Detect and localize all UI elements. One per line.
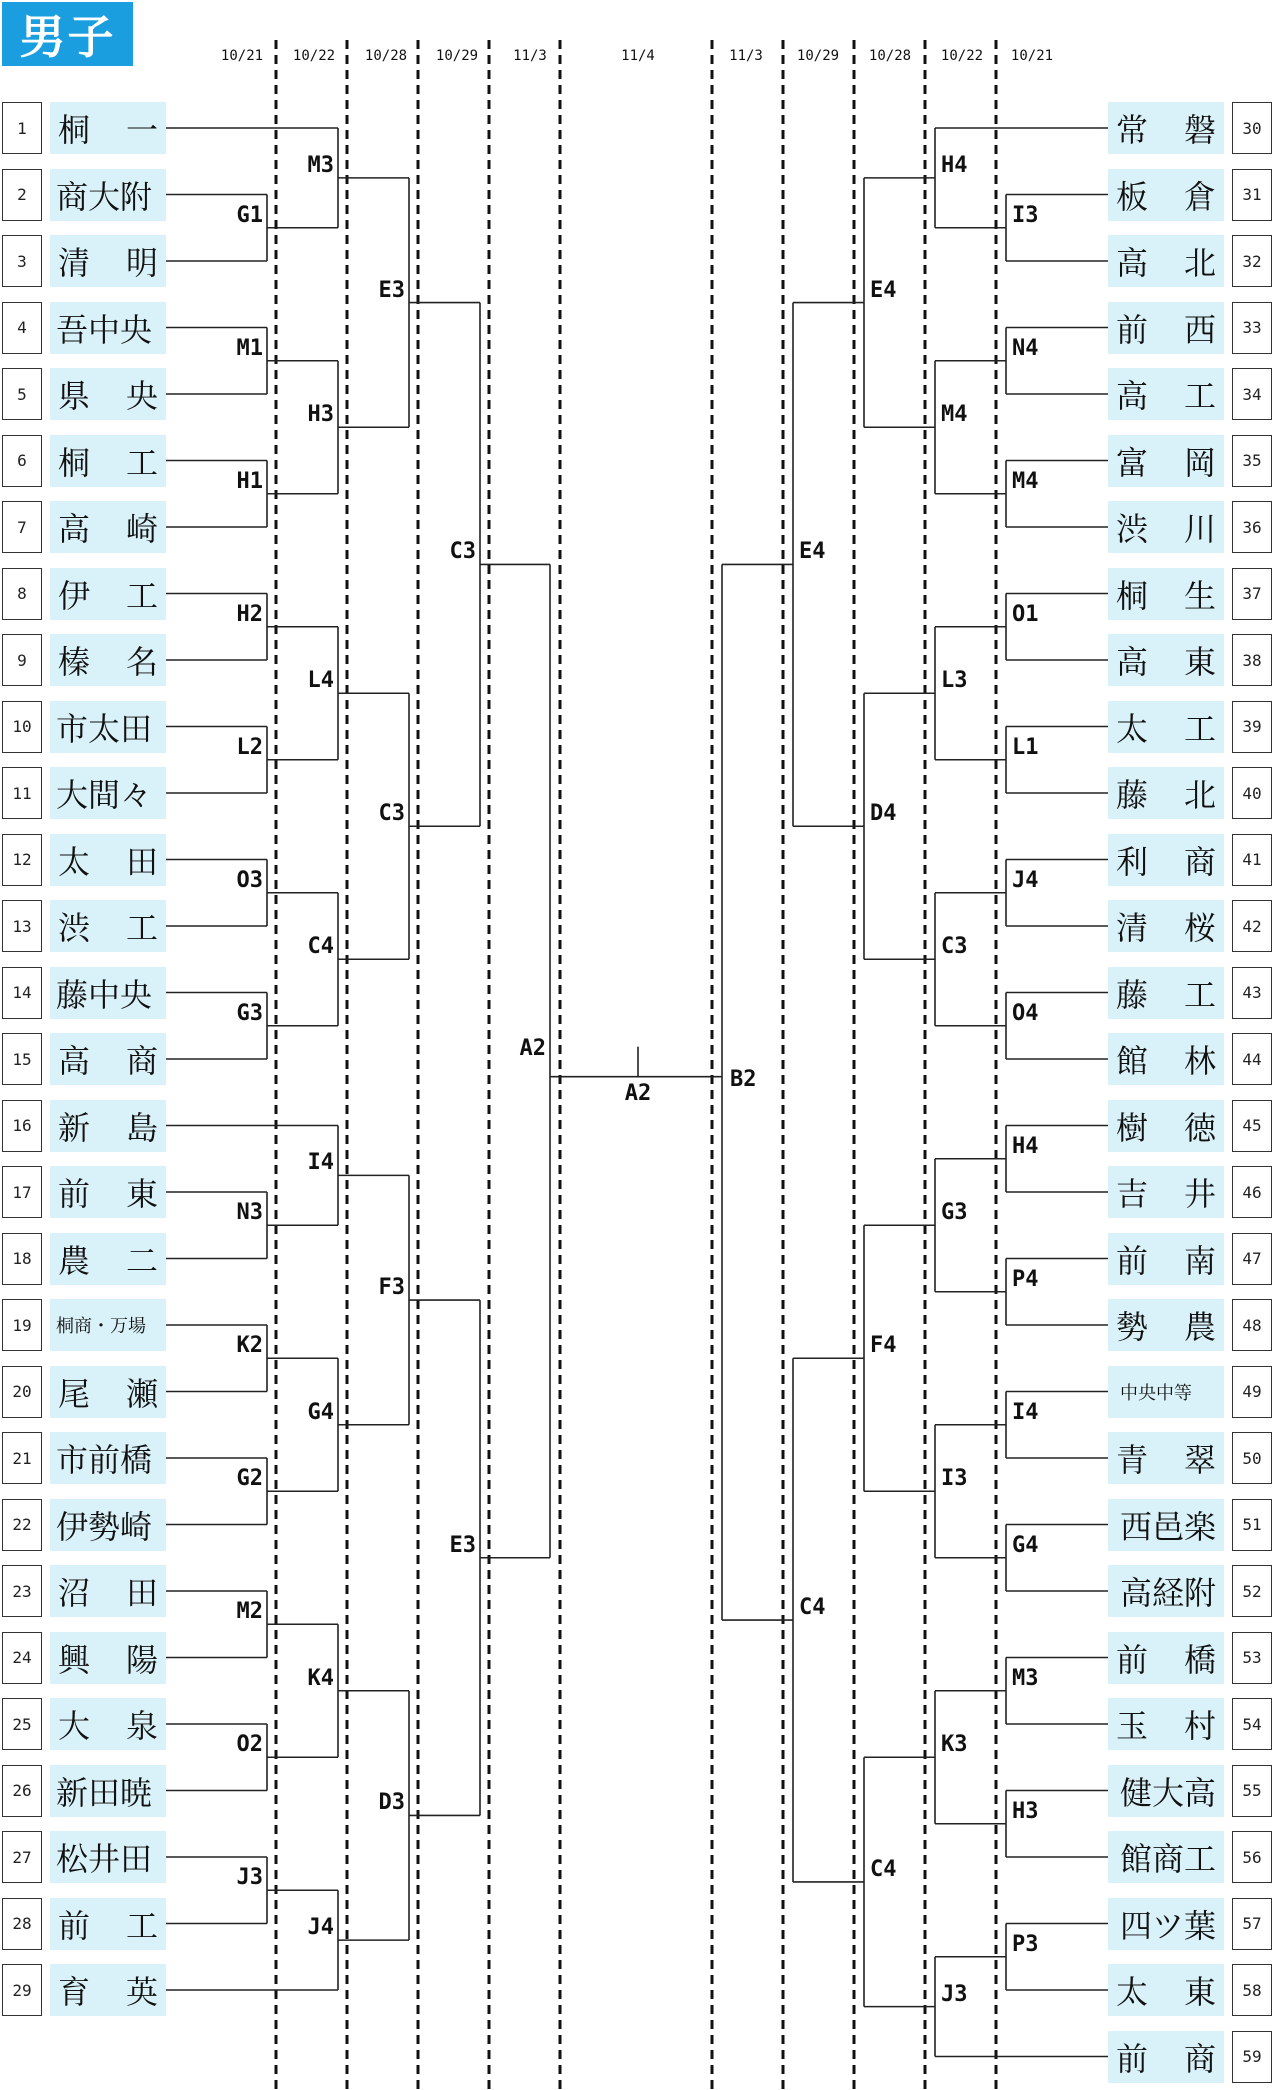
team-name: 館商工 bbox=[1108, 1831, 1224, 1883]
match-label: L4 bbox=[307, 668, 334, 694]
match-label: M4 bbox=[941, 402, 968, 428]
team-name: 勢 農 bbox=[1108, 1299, 1224, 1351]
team-name: 清 桜 bbox=[1108, 900, 1224, 952]
team-name: 吉 井 bbox=[1108, 1166, 1224, 1218]
round-date: 10/28 bbox=[364, 48, 408, 64]
match-label: I4 bbox=[307, 1150, 334, 1176]
team-name: 玉 村 bbox=[1108, 1698, 1224, 1750]
team-name: 西邑楽 bbox=[1108, 1499, 1224, 1551]
match-label: G3 bbox=[941, 1200, 968, 1226]
seed-number: 36 bbox=[1232, 501, 1272, 553]
seed-number: 1 bbox=[2, 102, 42, 154]
match-label: L2 bbox=[236, 734, 263, 760]
team-name: 大 泉 bbox=[50, 1698, 166, 1750]
round-date: 11/3 bbox=[513, 48, 547, 64]
team-name: 榛 名 bbox=[50, 634, 166, 686]
team-name: 太 工 bbox=[1108, 701, 1224, 753]
match-label: J3 bbox=[236, 1865, 263, 1891]
seed-number: 8 bbox=[2, 568, 42, 620]
team-name: 藤 北 bbox=[1108, 767, 1224, 819]
team-name: 利 商 bbox=[1108, 834, 1224, 886]
seed-number: 24 bbox=[2, 1632, 42, 1684]
seed-number: 2 bbox=[2, 169, 42, 221]
seed-number: 42 bbox=[1232, 900, 1272, 952]
seed-number: 15 bbox=[2, 1033, 42, 1085]
match-label: G4 bbox=[1012, 1532, 1039, 1558]
match-label: C4 bbox=[870, 1856, 897, 1882]
match-label: J4 bbox=[1012, 867, 1039, 893]
seed-number: 12 bbox=[2, 834, 42, 886]
team-name: 伊勢崎 bbox=[50, 1499, 166, 1551]
seed-number: 56 bbox=[1232, 1831, 1272, 1883]
seed-number: 38 bbox=[1232, 634, 1272, 686]
seed-number: 23 bbox=[2, 1565, 42, 1617]
match-label: I3 bbox=[941, 1466, 968, 1492]
seed-number: 58 bbox=[1232, 1964, 1272, 2016]
team-name: 樹 徳 bbox=[1108, 1100, 1224, 1152]
match-label: F4 bbox=[870, 1333, 897, 1359]
team-name: 大間々 bbox=[50, 767, 166, 819]
match-label: D3 bbox=[378, 1790, 405, 1816]
seed-number: 14 bbox=[2, 967, 42, 1019]
team-name: 健大高 bbox=[1108, 1765, 1224, 1817]
match-label: M3 bbox=[1012, 1665, 1039, 1691]
match-label: M2 bbox=[236, 1599, 263, 1625]
seed-number: 32 bbox=[1232, 235, 1272, 287]
seed-number: 48 bbox=[1232, 1299, 1272, 1351]
match-label: A2 bbox=[519, 1036, 546, 1062]
seed-number: 17 bbox=[2, 1166, 42, 1218]
match-label: I3 bbox=[1012, 202, 1039, 228]
match-label: E4 bbox=[870, 277, 897, 303]
seed-number: 54 bbox=[1232, 1698, 1272, 1750]
match-label: M3 bbox=[307, 152, 334, 178]
final-label: A2 bbox=[624, 1080, 652, 1106]
round-date: 10/21 bbox=[1010, 48, 1054, 64]
team-name: 前 商 bbox=[1108, 2031, 1224, 2083]
team-name: 高 崎 bbox=[50, 501, 166, 553]
seed-number: 16 bbox=[2, 1100, 42, 1152]
match-label: H3 bbox=[1012, 1798, 1039, 1824]
match-label: D4 bbox=[870, 801, 897, 827]
match-label: O2 bbox=[236, 1732, 263, 1758]
team-name: 高 商 bbox=[50, 1033, 166, 1085]
match-label: H2 bbox=[236, 601, 263, 627]
match-label: C3 bbox=[941, 934, 968, 960]
match-label: M1 bbox=[236, 335, 263, 361]
seed-number: 27 bbox=[2, 1831, 42, 1883]
match-label: N3 bbox=[236, 1200, 263, 1226]
seed-number: 57 bbox=[1232, 1898, 1272, 1950]
match-label: B2 bbox=[730, 1067, 757, 1093]
seed-number: 20 bbox=[2, 1366, 42, 1418]
team-name: 前 東 bbox=[50, 1166, 166, 1218]
team-name: 藤中央 bbox=[50, 967, 166, 1019]
team-name: 前 工 bbox=[50, 1898, 166, 1950]
section-tag: 男子 bbox=[2, 2, 133, 66]
seed-number: 50 bbox=[1232, 1432, 1272, 1484]
seed-number: 4 bbox=[2, 302, 42, 354]
match-label: O1 bbox=[1012, 601, 1039, 627]
match-label: G1 bbox=[236, 202, 263, 228]
match-label: H1 bbox=[236, 468, 263, 494]
match-label: E3 bbox=[378, 277, 405, 303]
team-name: 農 二 bbox=[50, 1233, 166, 1285]
match-label: G3 bbox=[236, 1000, 263, 1026]
match-label: I4 bbox=[1012, 1399, 1039, 1425]
team-name: 館 林 bbox=[1108, 1033, 1224, 1085]
seed-number: 34 bbox=[1232, 368, 1272, 420]
seed-number: 37 bbox=[1232, 568, 1272, 620]
seed-number: 49 bbox=[1232, 1366, 1272, 1418]
team-name: 高 北 bbox=[1108, 235, 1224, 287]
team-name: 藤 工 bbox=[1108, 967, 1224, 1019]
seed-number: 25 bbox=[2, 1698, 42, 1750]
seed-number: 35 bbox=[1232, 435, 1272, 487]
seed-number: 21 bbox=[2, 1432, 42, 1484]
team-name: 市太田 bbox=[50, 701, 166, 753]
team-name: 桐 生 bbox=[1108, 568, 1224, 620]
team-name: 松井田 bbox=[50, 1831, 166, 1883]
round-date: 11/4 bbox=[621, 48, 655, 64]
team-name: 中央中等 bbox=[1108, 1366, 1224, 1418]
seed-number: 31 bbox=[1232, 169, 1272, 221]
round-date: 10/21 bbox=[220, 48, 264, 64]
round-date: 10/29 bbox=[435, 48, 479, 64]
team-name: 尾 瀬 bbox=[50, 1366, 166, 1418]
seed-number: 41 bbox=[1232, 834, 1272, 886]
match-label: J3 bbox=[941, 1981, 968, 2007]
team-name: 興 陽 bbox=[50, 1632, 166, 1684]
match-label: G4 bbox=[307, 1399, 334, 1425]
seed-number: 51 bbox=[1232, 1499, 1272, 1551]
seed-number: 43 bbox=[1232, 967, 1272, 1019]
seed-number: 55 bbox=[1232, 1765, 1272, 1817]
team-name: 板 倉 bbox=[1108, 169, 1224, 221]
match-label: L1 bbox=[1012, 734, 1039, 760]
match-label: O3 bbox=[236, 867, 263, 893]
seed-number: 13 bbox=[2, 900, 42, 952]
team-name: 高経附 bbox=[1108, 1565, 1224, 1617]
match-label: M4 bbox=[1012, 468, 1039, 494]
match-label: H4 bbox=[1012, 1133, 1039, 1159]
team-name: 育 英 bbox=[50, 1964, 166, 2016]
match-label: E3 bbox=[449, 1532, 476, 1558]
seed-number: 44 bbox=[1232, 1033, 1272, 1085]
team-name: 新 島 bbox=[50, 1100, 166, 1152]
seed-number: 53 bbox=[1232, 1632, 1272, 1684]
team-name: 青 翠 bbox=[1108, 1432, 1224, 1484]
match-label: K2 bbox=[236, 1333, 263, 1359]
match-label: N4 bbox=[1012, 335, 1039, 361]
team-name: 県 央 bbox=[50, 368, 166, 420]
match-label: H4 bbox=[941, 152, 968, 178]
seed-number: 18 bbox=[2, 1233, 42, 1285]
team-name: 高 工 bbox=[1108, 368, 1224, 420]
match-label: P3 bbox=[1012, 1931, 1039, 1957]
team-name: 太 東 bbox=[1108, 1964, 1224, 2016]
team-name: 高 東 bbox=[1108, 634, 1224, 686]
seed-number: 39 bbox=[1232, 701, 1272, 753]
team-name: 渋 工 bbox=[50, 900, 166, 952]
seed-number: 3 bbox=[2, 235, 42, 287]
seed-number: 10 bbox=[2, 701, 42, 753]
seed-number: 59 bbox=[1232, 2031, 1272, 2083]
match-label: K4 bbox=[307, 1665, 334, 1691]
round-date: 11/3 bbox=[729, 48, 763, 64]
seed-number: 47 bbox=[1232, 1233, 1272, 1285]
round-date: 10/22 bbox=[292, 48, 336, 64]
round-date: 10/29 bbox=[796, 48, 840, 64]
match-label: C3 bbox=[378, 801, 405, 827]
seed-number: 45 bbox=[1232, 1100, 1272, 1152]
team-name: 太 田 bbox=[50, 834, 166, 886]
seed-number: 33 bbox=[1232, 302, 1272, 354]
team-name: 前 橋 bbox=[1108, 1632, 1224, 1684]
match-label: J4 bbox=[307, 1915, 334, 1941]
seed-number: 26 bbox=[2, 1765, 42, 1817]
seed-number: 7 bbox=[2, 501, 42, 553]
seed-number: 40 bbox=[1232, 767, 1272, 819]
seed-number: 46 bbox=[1232, 1166, 1272, 1218]
match-label: C3 bbox=[449, 539, 476, 565]
team-name: 沼 田 bbox=[50, 1565, 166, 1617]
seed-number: 28 bbox=[2, 1898, 42, 1950]
seed-number: 29 bbox=[2, 1964, 42, 2016]
match-label: C4 bbox=[307, 934, 334, 960]
match-label: H3 bbox=[307, 402, 334, 428]
team-name: 市前橋 bbox=[50, 1432, 166, 1484]
team-name: 富 岡 bbox=[1108, 435, 1224, 487]
seed-number: 11 bbox=[2, 767, 42, 819]
team-name: 桐 工 bbox=[50, 435, 166, 487]
match-label: P4 bbox=[1012, 1266, 1039, 1292]
seed-number: 6 bbox=[2, 435, 42, 487]
team-name: 前 南 bbox=[1108, 1233, 1224, 1285]
team-name: 桐商・万場 bbox=[50, 1299, 166, 1351]
seed-number: 52 bbox=[1232, 1565, 1272, 1617]
team-name: 渋 川 bbox=[1108, 501, 1224, 553]
match-label: C4 bbox=[799, 1595, 826, 1621]
team-name: 新田暁 bbox=[50, 1765, 166, 1817]
team-name: 四ツ葉 bbox=[1108, 1898, 1224, 1950]
match-label: G2 bbox=[236, 1466, 263, 1492]
match-label: L3 bbox=[941, 668, 968, 694]
team-name: 常 磐 bbox=[1108, 102, 1224, 154]
seed-number: 5 bbox=[2, 368, 42, 420]
team-name: 前 西 bbox=[1108, 302, 1224, 354]
team-name: 清 明 bbox=[50, 235, 166, 287]
seed-number: 22 bbox=[2, 1499, 42, 1551]
match-label: K3 bbox=[941, 1732, 968, 1758]
match-label: F3 bbox=[378, 1275, 405, 1301]
team-name: 伊 工 bbox=[50, 568, 166, 620]
round-date: 10/28 bbox=[868, 48, 912, 64]
seed-number: 30 bbox=[1232, 102, 1272, 154]
round-date: 10/22 bbox=[940, 48, 984, 64]
team-name: 桐 一 bbox=[50, 102, 166, 154]
seed-number: 19 bbox=[2, 1299, 42, 1351]
seed-number: 9 bbox=[2, 634, 42, 686]
team-name: 吾中央 bbox=[50, 302, 166, 354]
match-label: O4 bbox=[1012, 1000, 1039, 1026]
match-label: E4 bbox=[799, 539, 826, 565]
team-name: 商大附 bbox=[50, 169, 166, 221]
